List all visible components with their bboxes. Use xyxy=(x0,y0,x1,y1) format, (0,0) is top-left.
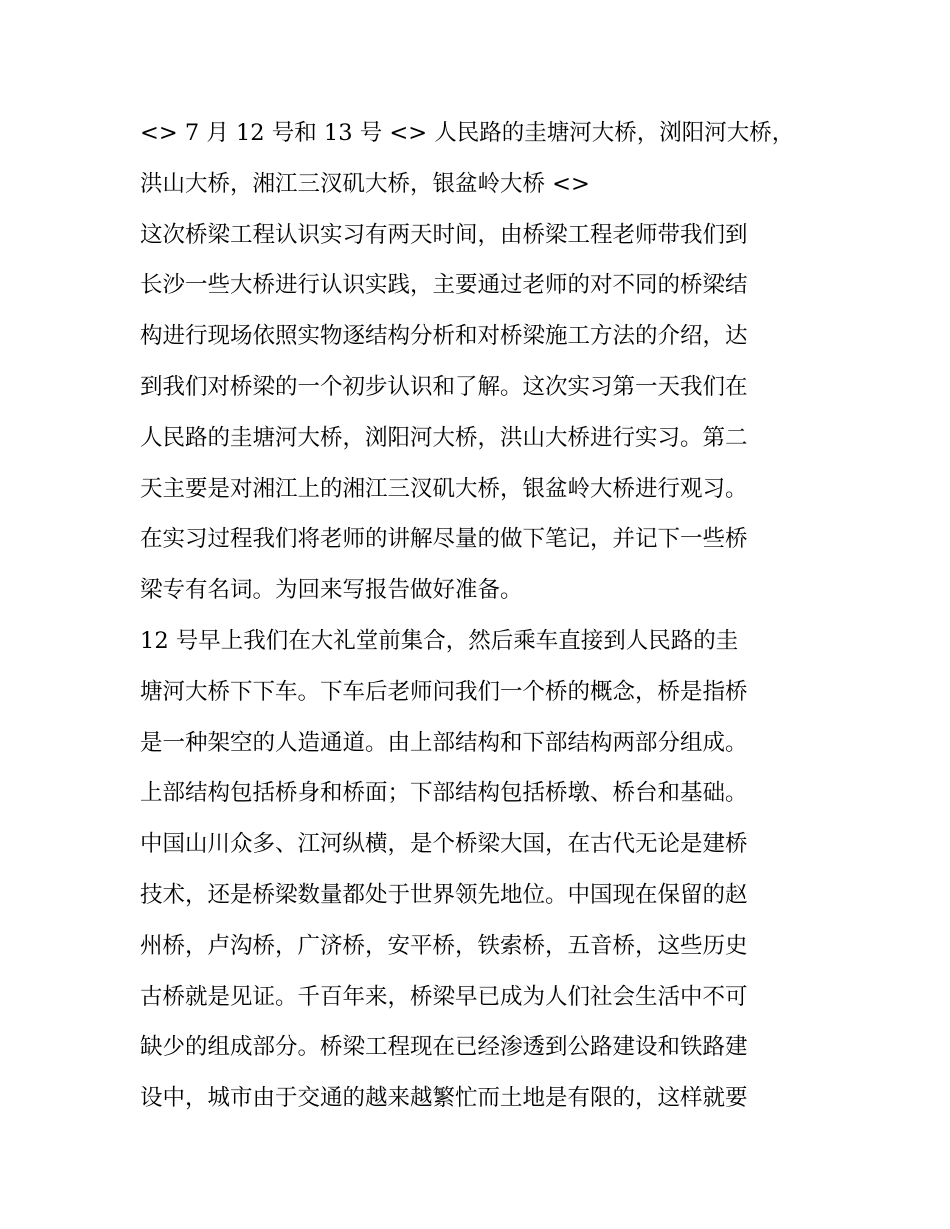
text-line: 州桥，卢沟桥，广济桥，安平桥，铁索桥，五音桥，这些历史 xyxy=(140,932,748,959)
text-line: 12 号早上我们在大礼堂前集合，然后乘车直接到人民路的圭 xyxy=(140,627,739,654)
text-line: 洪山大桥，湘江三汊矶大桥，银盆岭大桥 <> xyxy=(140,170,590,197)
paragraph-day-one xyxy=(140,616,820,1124)
text-line: 到我们对桥梁的一个初步认识和了解。这次实习第一天我们在 xyxy=(140,373,748,400)
text-line: 人民路的圭塘河大桥，浏阳河大桥，洪山大桥进行实习。第二 xyxy=(140,424,748,451)
text-line: 长沙一些大桥进行认识实践，主要通过老师的对不同的桥梁结 xyxy=(140,272,748,299)
text-line: 是一种架空的人造通道。由上部结构和下部结构两部分组成。 xyxy=(140,729,748,756)
text-line: 缺少的组成部分。桥梁工程现在已经渗透到公路建设和铁路建 xyxy=(140,1034,748,1061)
text-line: 这次桥梁工程认识实习有两天时间，由桥梁工程老师带我们到 xyxy=(140,221,748,248)
text-line: 上部结构包括桥身和桥面；下部结构包括桥墩、桥台和基础。 xyxy=(140,780,748,807)
text-line: <> 7 月 12 号和 13 号 <> 人民路的圭塘河大桥，浏阳河大桥， xyxy=(140,120,795,146)
text-line: 天主要是对湘江上的湘江三汊矶大桥，银盆岭大桥进行观习。 xyxy=(140,475,748,502)
text-line: 在实习过程我们将老师的讲解尽量的做下笔记，并记下一些桥 xyxy=(140,526,748,553)
text-line: 技术，还是桥梁数量都处于世界领先地位。中国现在保留的赵 xyxy=(140,881,748,908)
text-line: 古桥就是见证。千百年来，桥梁早已成为人们社会生活中不可 xyxy=(140,983,748,1010)
text-line: 中国山川众多、江河纵横，是个桥梁大国，在古代无论是建桥 xyxy=(140,831,748,858)
paragraph-header xyxy=(140,108,820,210)
paragraph-intro xyxy=(140,210,820,616)
text-line: 塘河大桥下下车。下车后老师问我们一个桥的概念，桥是指桥 xyxy=(140,678,748,705)
document-body xyxy=(140,108,820,1124)
text-line: 设中，城市由于交通的越来越繁忙而土地是有限的，这样就要 xyxy=(140,1085,748,1112)
text-line: 构进行现场依照实物逐结构分析和对桥梁施工方法的介绍，达 xyxy=(140,323,748,350)
text-line: 梁专有名词。为回来写报告做好准备。 xyxy=(140,577,523,604)
